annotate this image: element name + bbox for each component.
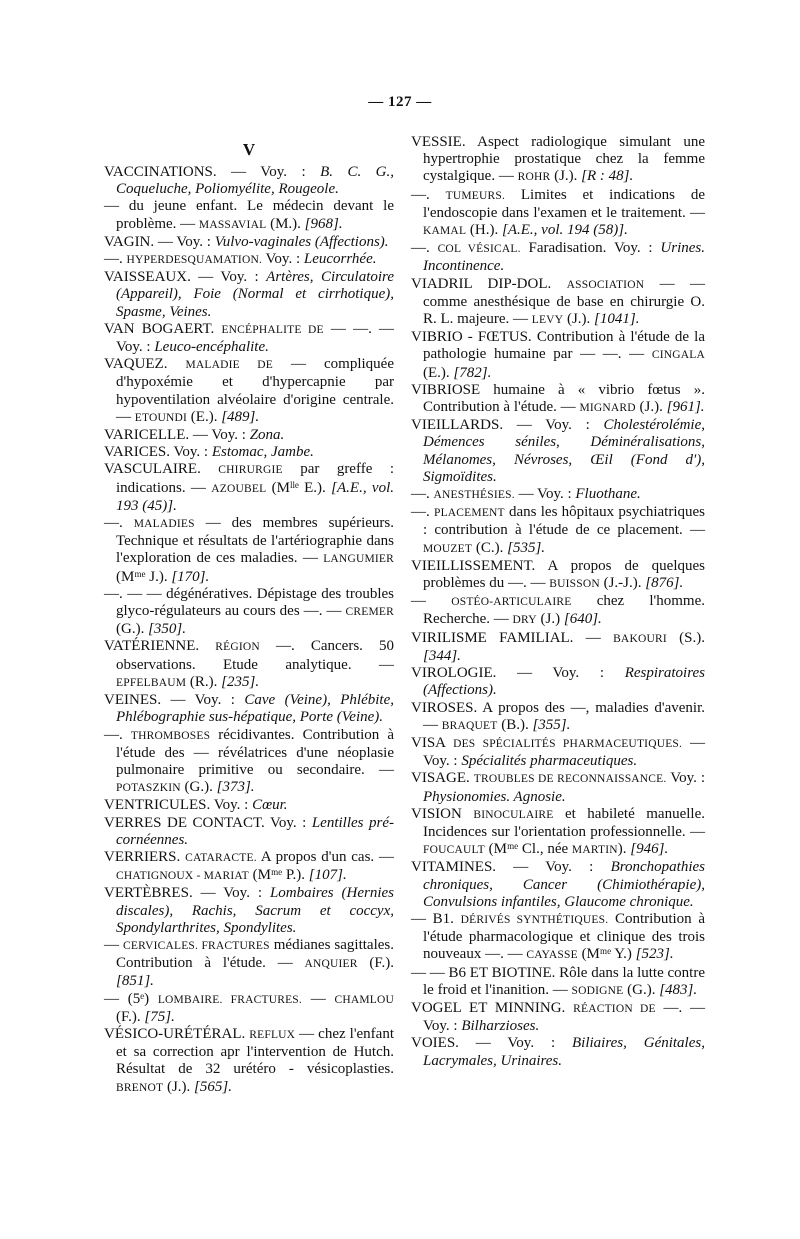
entry-italic-text: Respiratoires (Affections). (423, 665, 705, 699)
entry-text: VIROLOGIE. — Voy. : (411, 665, 625, 682)
entry-text: VARICELLE. — Voy. : (104, 427, 250, 444)
entry-italic-text: [75]. (144, 1008, 175, 1025)
entry-text: A propos d'un cas. — (256, 848, 394, 865)
section-letter: V (242, 140, 256, 159)
left-column (104, 134, 394, 1097)
entry-smallcaps-text: CATARACTE. (185, 851, 257, 864)
entry-text: VERRES DE CONTACT. Voy. : (104, 814, 312, 831)
entry-italic-text: [1041]. (594, 311, 640, 328)
entry-smallcaps-text: MIGNARD (579, 402, 636, 415)
index-entry (411, 504, 705, 558)
entry-text: —. — Voy. : (423, 999, 705, 1035)
index-entry (104, 885, 394, 937)
entry-text: (R.). (186, 673, 222, 690)
entry-text: (J.) (536, 611, 564, 628)
entry-italic-text: [170]. (171, 568, 210, 585)
entry-italic-text: Artères, Circulatoire (Appareil), Foie (Normal et cirrhotique), Spasme, Veines. (116, 269, 394, 320)
entry-smallcaps-text: BRAQUET (441, 719, 498, 732)
entry-italic-text: [235]. (221, 673, 260, 690)
entry-text: VERTÈBRES. — Voy. : (104, 885, 270, 902)
entry-italic-text: Biliaires, Génitales, Lacrymales, Urinaires. (423, 1035, 705, 1069)
entry-italic-text: Leucorrhée. (303, 251, 377, 268)
entry-italic-text: [R : 48]. (581, 168, 634, 185)
entry-smallcaps-text: CERVICALES. FRACTURES (123, 939, 270, 952)
entry-text: VOIES. — Voy. : (411, 1035, 572, 1052)
page-number: — 127 — (368, 94, 432, 110)
entry-italic-text: Zona. (249, 427, 285, 444)
entry-text: VAGIN. — Voy. : (104, 233, 215, 250)
entry-smallcaps-text: BAKOURI (613, 632, 667, 645)
entry-text: —. (104, 726, 131, 743)
index-entry (104, 198, 394, 233)
entry-text: — des membres supérieurs. Technique et résultats de l'artériographie dans l'exploration de ces maladies. — (116, 515, 394, 567)
index-entry (411, 1035, 705, 1069)
entry-smallcaps-text: BINOCULAIRE (473, 808, 554, 821)
entry-italic-text: Lentilles pré-cornéennes. (116, 814, 394, 848)
index-entry (104, 991, 394, 1026)
entry-text: (Mˡˡᵉ E.). (266, 479, 332, 496)
entry-text: —. (411, 486, 434, 503)
entry-smallcaps-text: MALADIES (133, 518, 195, 531)
entry-text: —. (411, 504, 434, 521)
entry-text: — Voy. : (514, 486, 576, 503)
index-entry (411, 382, 705, 417)
entry-text: VARICES. Voy. : (104, 444, 212, 461)
entry-text: dans les hôpitaux psychiatriques : contribution à l'étude de ce placement. — (423, 504, 706, 539)
entry-italic-text: Cholestérolémie, Démences séniles, Déminéralisations, Mélanomes, Névroses, Œil (Fond d'), Sigmoïdites. (423, 417, 705, 485)
entry-text: — (411, 593, 452, 610)
index-entry (104, 638, 394, 692)
entry-italic-text: [A.E., vol. 193 (45)]. (116, 479, 394, 514)
entry-text: VERRIERS. (104, 848, 186, 865)
entry-smallcaps-text: PLACEMENT (433, 507, 505, 520)
index-entry (411, 329, 705, 382)
entry-italic-text: [961]. (666, 399, 705, 416)
entry-text: (F.). (357, 955, 394, 972)
index-entry (411, 240, 705, 275)
entry-text: —. (411, 186, 446, 203)
index-entry (411, 700, 705, 735)
entry-text: —. Cancers. 50 observations. Etude analytique. — (116, 638, 395, 673)
entry-text: — Voy. : (423, 734, 705, 770)
entry-text: Limites et indications de l'endoscopie dans l'examen et le traitement. — (423, 186, 706, 221)
entry-text: —. (104, 251, 127, 268)
entry-text: — du jeune enfant. Le médecin devant le problème. — (104, 198, 394, 232)
entry-italic-text: Leuco-encéphalite. (154, 339, 269, 356)
entry-text: VACCINATIONS. — Voy. : (104, 164, 321, 180)
entry-smallcaps-text: TROUBLES DE RECONNAISSANCE. (473, 773, 667, 786)
entry-italic-text: Spécialités pharmaceutiques. (461, 753, 638, 770)
entry-text: — — comme anesthésique de base en chirurgie O. R. L. majeure. — (423, 275, 706, 328)
entry-text: (Mᵐᵉ J.). (116, 568, 172, 585)
entry-smallcaps-text: CHATIGNOUX - MARIAT (116, 870, 249, 883)
entry-italic-text: B. C. G., Coqueluche, Poliomyélite, Rougeole. (116, 164, 394, 198)
entry-text: VENTRICULES. Voy. : (104, 797, 253, 814)
index-entry (104, 356, 394, 427)
entry-italic-text: [946]. (630, 841, 669, 858)
entry-italic-text: [489]. (221, 408, 260, 425)
entry-italic-text: Fluothane. (575, 486, 641, 503)
entry-smallcaps-text: CAYASSE (526, 949, 578, 962)
entry-italic-text: [523]. (635, 946, 674, 963)
entry-text: chez l'homme. Recherche. — (423, 593, 705, 628)
entry-smallcaps-text: ROHR (517, 171, 551, 184)
entry-italic-text: [355]. (532, 716, 571, 733)
entry-smallcaps-text: ANQUIER (304, 958, 358, 971)
entry-smallcaps-text: BUISSON (549, 578, 600, 591)
entry-italic-text: Urines. Incontinence. (423, 240, 705, 275)
right-column (411, 134, 705, 1070)
entry-text: (S.). (666, 629, 706, 646)
entry-text: — —. — Voy. : (116, 320, 394, 356)
entry-italic-text: Bilharzioses. (461, 1018, 540, 1035)
entry-text: (J.). (163, 1078, 195, 1095)
entry-text: VESSIE. Aspect radiologique simulant une hypertrophie prostatique chez la femme cystalgique. — (411, 134, 705, 185)
entry-text: — (104, 936, 124, 953)
entry-text: — (5ᵉ) (104, 990, 158, 1007)
entry-text: (Mᵐᵉ Y.) (577, 946, 636, 963)
entry-smallcaps-text: DÉRIVÉS SYNTHÉTIQUES. (460, 913, 609, 926)
entry-text: VAQUEZ. (104, 356, 186, 373)
entry-italic-text: [535]. (507, 539, 546, 556)
index-entry (104, 427, 394, 444)
entry-italic-text: [968]. (304, 215, 343, 232)
entry-smallcaps-text: THROMBOSES (130, 729, 211, 742)
entry-text: VOGEL ET MINNING. (411, 999, 574, 1016)
entry-text: (M.). (266, 215, 305, 232)
entry-italic-text: Bronchopathies chroniques, Cancer (Chimiothérapie), Convulsions infantiles, Glaucome chronique. (423, 859, 705, 910)
entry-text: VIBRIOSE humaine à « vibrio fœtus ». Contribution à l'étude. — (411, 381, 705, 416)
index-entry (104, 937, 394, 991)
entry-italic-text: [344]. (423, 647, 461, 664)
index-entry (104, 586, 394, 639)
entry-smallcaps-text: LEVY (531, 314, 564, 327)
entry-italic-text: Cave (Veine), Phlébite, Phlébographie sus-hépatique, Porte (Veine). (116, 692, 394, 726)
entry-text: (B.). (497, 716, 533, 733)
index-entry (411, 486, 705, 504)
entry-smallcaps-text: EPFELBAUM (116, 676, 187, 689)
index-entry (411, 911, 705, 965)
entry-smallcaps-text: RÉGION (215, 641, 260, 654)
entry-smallcaps-text: FOUCAULT (423, 844, 485, 857)
entry-smallcaps-text: MOUZET (423, 542, 473, 555)
entry-text: (J.). (550, 168, 582, 185)
entry-smallcaps-text: REFLUX (249, 1028, 296, 1041)
entry-smallcaps-text: RÉACTION DE (573, 1002, 656, 1015)
entry-text: (F.). (116, 1008, 145, 1025)
index-entry (104, 164, 394, 198)
index-entry (411, 187, 705, 241)
index-entry (104, 461, 394, 515)
index-entry (104, 692, 394, 726)
entry-text: VIROSES. A propos des —, maladies d'avenir. — (411, 699, 705, 733)
index-entry (104, 797, 394, 814)
entry-smallcaps-text: HYPERDESQUAMATION. (126, 254, 263, 267)
entry-text: VISA (411, 734, 454, 751)
entry-smallcaps-text: OSTÉO-ARTICULAIRE (451, 596, 572, 609)
entry-text: Contribution à l'étude pharmacologique et clinique des trois nouveaux —. — (423, 910, 706, 963)
entry-text: (C.). (472, 539, 508, 556)
entry-smallcaps-text: DES SPÉCIALITÉS PHARMACEUTIQUES. (453, 737, 683, 750)
entry-smallcaps-text: ETOUNDI (134, 411, 188, 424)
index-entry (104, 321, 394, 356)
entry-text: VIEILLARDS. — Voy. : (411, 417, 604, 434)
index-entry (411, 558, 705, 593)
entry-smallcaps-text: SODIGNE (571, 984, 624, 997)
entry-text: VAN BOGAERT. (104, 320, 222, 337)
entry-text: —. (104, 515, 134, 532)
entry-text: (J.-J.). (599, 575, 646, 592)
index-entry (411, 134, 705, 187)
entry-smallcaps-text: AZOUBEL (211, 482, 267, 495)
entry-italic-text: Cœur. (252, 797, 288, 814)
index-entry (411, 417, 705, 486)
index-entry (411, 630, 705, 665)
entry-text: — B1. (411, 910, 461, 927)
entry-text: —. — — dégénératives. Dépistage des troubles glyco-régulateurs au cours des —. — (104, 585, 394, 620)
entry-text: ). (617, 841, 631, 858)
entry-smallcaps-text: POTASZKIN (116, 782, 181, 795)
entry-text: VISION (411, 805, 474, 822)
entry-text: (J.). (563, 311, 595, 328)
entry-smallcaps-text: LOMBAIRE. FRACTURES. (157, 993, 302, 1006)
index-entry (104, 849, 394, 885)
entry-italic-text: Estomac, Jambe. (211, 444, 314, 461)
index-entry (411, 770, 705, 805)
index-entry (411, 665, 705, 699)
entry-text: — (301, 990, 335, 1007)
entry-smallcaps-text: MALADIE DE (185, 359, 273, 372)
entry-text: (Mᵐᵉ P.). (248, 867, 309, 884)
entry-italic-text: Physionomies. Agnosie. (423, 788, 566, 805)
entry-smallcaps-text: CHIRURGIE (218, 464, 283, 477)
index-entry (104, 727, 394, 798)
entry-italic-text: [A.E., vol. 194 (58)]. (502, 222, 628, 239)
entry-text: et habileté manuelle. Incidences sur l'orientation professionnelle. — (423, 805, 705, 840)
entry-text: VISAGE. (411, 770, 474, 787)
entry-smallcaps-text: MASSAVIAL (198, 218, 267, 231)
index-entry (104, 444, 394, 461)
entry-text: Voy. : (666, 770, 706, 787)
index-entry (411, 965, 705, 1000)
entry-smallcaps-text: CREMER (345, 606, 394, 619)
entry-text: (H.). (466, 222, 502, 239)
index-entry (104, 515, 394, 586)
index-entry (104, 251, 394, 269)
entry-text: — chez l'enfant et sa correction apr l'intervention de Hutch. Résultat de 32 urétéro - vésicoplasties. (116, 1025, 394, 1078)
entry-text: VATÉRIENNE. (104, 638, 216, 655)
index-entry (104, 1026, 394, 1097)
entry-text: VIBRIO - FŒTUS. Contribution à l'étude de la pathologie humaine par — —. — (411, 329, 705, 363)
entry-smallcaps-text: ASSOCIATION (566, 278, 645, 291)
entry-smallcaps-text: COL VÉSICAL. (437, 243, 521, 256)
entry-text: — — B6 ET BIOTINE. Rôle dans la lutte contre le froid et l'inanition. — (411, 964, 705, 998)
entry-smallcaps-text: MARTIN (571, 844, 618, 857)
entry-text: Voy. : (262, 251, 304, 268)
entry-text: (G.). (623, 981, 660, 998)
entry-smallcaps-text: CHAMLOU (334, 993, 394, 1006)
entry-text: VIADRIL DIP-DOL. (411, 275, 567, 292)
index-entry (104, 234, 394, 251)
entry-text: VEINES. — Voy. : (104, 692, 245, 709)
entry-smallcaps-text: KAMAL (423, 225, 467, 238)
entry-smallcaps-text: CINGALA (651, 349, 705, 362)
entry-italic-text: [483]. (659, 981, 698, 998)
index-entry (104, 815, 394, 849)
entry-text: récidivantes. Contribution à l'étude des — révélatrices d'une néoplasie pulmonaire primitive ou secondaire. — (116, 726, 394, 778)
index-entry (411, 735, 705, 770)
index-entry (411, 593, 705, 629)
entry-smallcaps-text: BRENOT (116, 1081, 164, 1094)
entry-text: VIEILLISSEMENT. A propos de quelques problèmes du —. — (411, 557, 705, 592)
index-entry (411, 276, 705, 330)
entry-italic-text: [350]. (148, 621, 187, 638)
entry-text: VITAMINES. — Voy. : (411, 859, 611, 876)
entry-italic-text: [107]. (308, 867, 347, 884)
entry-text: VAISSEAUX. — Voy. : (104, 269, 267, 286)
entry-smallcaps-text: ENCÉPHALITE DE (221, 323, 324, 336)
entry-italic-text: [782]. (453, 364, 492, 381)
entry-text: médianes sagittales. Contribution à l'étude. — (116, 936, 395, 972)
entry-italic-text: [373]. (216, 779, 255, 796)
entry-smallcaps-text: TUMEURS. (445, 189, 506, 202)
entry-text: (G.). (180, 779, 217, 796)
entry-text: — compliquée d'hypoxémie et d'hypercapnie par hypoventilation alvéolaire d'origine centrale. — (116, 356, 394, 425)
entry-text: VASCULAIRE. (104, 461, 219, 478)
entry-italic-text: [640]. (563, 611, 602, 628)
entry-text: (G.). (116, 621, 149, 638)
entry-smallcaps-text: LANGUMIER (323, 553, 394, 566)
index-entry (411, 1000, 705, 1035)
entry-italic-text: [851]. (116, 973, 154, 990)
index-entry (411, 806, 705, 860)
index-entry (411, 859, 705, 911)
entry-text: (Mᵐᵉ Cl., née (484, 841, 572, 858)
entry-text: (J.). (635, 399, 667, 416)
entry-text: par greffe : indications. — (116, 461, 394, 496)
entry-text: (E.). (423, 364, 454, 381)
entry-italic-text: Lombaires (Hernies discales), Rachis, Sacrum et coccyx, Spondylarthrites, Spondylites. (116, 885, 394, 936)
entry-text: (E.). (187, 408, 222, 425)
entry-text: VIRILISME FAMILIAL. — (411, 629, 614, 646)
entry-italic-text: Vulvo-vaginales (Affections). (214, 233, 389, 250)
entry-text: VÉSICO-URÉTÉRAL. (104, 1025, 250, 1042)
index-entry (104, 269, 394, 321)
entry-italic-text: [876]. (645, 575, 684, 592)
entry-smallcaps-text: DRY (512, 614, 537, 627)
entry-italic-text: [565]. (194, 1078, 232, 1095)
entry-smallcaps-text: ANESTHÉSIES. (433, 489, 515, 502)
entry-text: Faradisation. Voy. : (520, 240, 661, 257)
entry-text: —. (411, 240, 438, 257)
